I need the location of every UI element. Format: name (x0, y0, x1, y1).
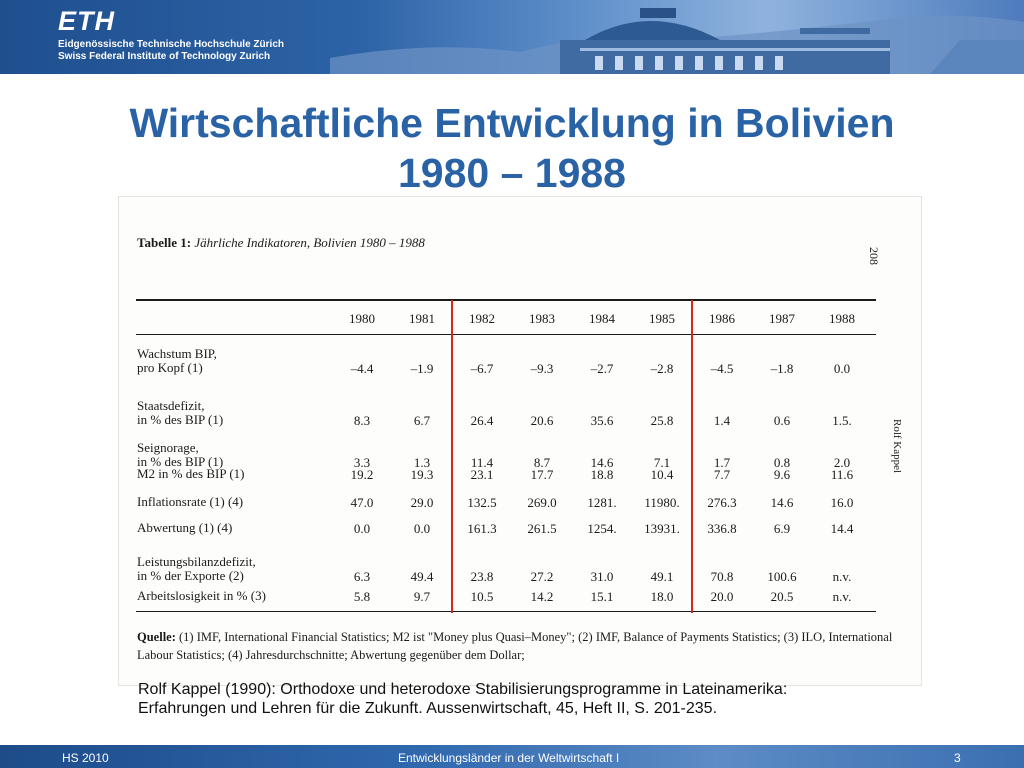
table-cell: 14.6 (770, 495, 794, 510)
table-cell: 19.2 (350, 467, 374, 482)
table-cell: 23.8 (470, 569, 494, 584)
row-label-line2: in % des BIP (1) (137, 454, 224, 469)
side-author: Rolf Kappel (891, 419, 903, 474)
row-label (137, 555, 256, 583)
table-cell: 0.0 (413, 521, 431, 536)
table-cell: 269.0 (527, 495, 557, 510)
table-cell: 11980. (644, 495, 680, 510)
table-cell: 27.2 (530, 569, 554, 584)
table-cell: –1.8 (770, 361, 794, 376)
row-label (137, 347, 217, 375)
table-cell: 132.5 (467, 495, 497, 510)
source-text: (1) IMF, International Financial Statistics; M2 ist "Money plus Quasi–Money"; (2) IMF, Balance of Payments Statistics; (3) ILO, International Labour Statistics; (4) Jahresdurchschnitte; Abwertung gegenüber dem Dollar; (137, 630, 893, 662)
table-cell: 100.6 (767, 569, 797, 584)
row-label-line2: pro Kopf (1) (137, 360, 203, 375)
row-label (137, 441, 223, 469)
table-cell: 10.4 (650, 467, 674, 482)
table-cell: 16.0 (830, 495, 854, 510)
table-source (137, 628, 907, 664)
row-label-line1: Inflationsrate (1) (4) (137, 494, 244, 509)
row-label-line2: in % des BIP (1) (137, 412, 224, 427)
scanned-table (118, 196, 922, 686)
year-header: 1986 (709, 311, 735, 326)
table-cell: 47.0 (350, 495, 374, 510)
table-cell: 7.7 (713, 467, 731, 482)
reference-line1: Rolf Kappel (1990): Orthodoxe und heterodoxe Stabilisierungsprogramme in Lateinamerika: (138, 681, 788, 698)
row-label-line2: in % der Exporte (2) (137, 568, 244, 583)
table-cell: 20.6 (530, 413, 554, 428)
year-header: 1988 (829, 311, 855, 326)
table-cell: 6.3 (353, 569, 371, 584)
header-banner (0, 0, 1024, 74)
eth-logo: ETH (58, 6, 115, 36)
row-label-line1: M2 in % des BIP (1) (137, 466, 245, 481)
table-cell: 0.0 (353, 521, 371, 536)
table-cell: 19.3 (410, 467, 434, 482)
year-header: 1983 (529, 311, 555, 326)
table-cell: 14.2 (530, 589, 554, 604)
table-cell: –9.3 (530, 361, 554, 376)
footer-course: Entwicklungsländer in der Weltwirtschaft I (398, 751, 620, 765)
table-cell: 6.7 (413, 413, 431, 428)
table-cell: –2.7 (590, 361, 614, 376)
table-cell: 49.1 (650, 569, 674, 584)
source-label: Quelle: (137, 630, 176, 644)
table-cell: 11.4 (470, 455, 494, 470)
year-header: 1987 (769, 311, 795, 326)
year-header: 1984 (589, 311, 615, 326)
table-cell: 18.0 (650, 589, 674, 604)
row-label (137, 521, 232, 535)
reference-note (138, 680, 978, 718)
slide-title-line2: 1980 – 1988 (397, 150, 626, 196)
table-cell: 20.0 (710, 589, 734, 604)
table-cell: 26.4 (470, 413, 494, 428)
table-cell: –4.5 (710, 361, 734, 376)
table-cell: 1254. (587, 521, 617, 536)
row-label (137, 467, 245, 481)
footer-page-number: 3 (954, 751, 961, 765)
table-cell: 1.5. (832, 413, 852, 428)
footer-bar (0, 745, 1024, 768)
table-cell: n.v. (832, 589, 852, 604)
row-label-line1: Arbeitslosigkeit in % (3) (137, 588, 266, 603)
table-rule-top (136, 299, 876, 301)
table-caption-label: Tabelle 1: (137, 235, 192, 250)
table-cell: 20.5 (770, 589, 794, 604)
table-cell: 18.8 (590, 467, 614, 482)
table-cell: 13931. (644, 521, 680, 536)
period-divider-1 (451, 300, 453, 613)
row-label-line1: Wachstum BIP, (137, 346, 217, 361)
table-cell: –6.7 (470, 361, 494, 376)
row-label (137, 399, 223, 427)
row-label-line1: Leistungsbilanzdefizit, (137, 554, 256, 569)
row-label-line1: Abwertung (1) (4) (137, 520, 233, 535)
table-cell: 8.3 (353, 413, 371, 428)
slide-title (0, 98, 1024, 198)
table-cell: 14.4 (830, 521, 854, 536)
table-cell: 276.3 (707, 495, 737, 510)
table-caption (137, 235, 425, 251)
row-label-line1: Staatsdefizit, (137, 398, 205, 413)
year-header: 1982 (469, 311, 495, 326)
institution-name-en: Swiss Federal Institute of Technology Zurich (58, 51, 271, 62)
table-cell: 15.1 (590, 589, 614, 604)
table-cell: 31.0 (590, 569, 614, 584)
table-cell: 9.7 (413, 589, 431, 604)
table-cell: 1.4 (713, 413, 731, 428)
year-header: 1981 (409, 311, 435, 326)
row-label-line1: Seignorage, (137, 440, 199, 455)
table-cell: 17.7 (530, 467, 554, 482)
table-cell: 0.8 (773, 455, 791, 470)
reference-line2: Erfahrungen und Lehren für die Zukunft. Aussenwirtschaft, 45, Heft II, S. 201-235. (138, 700, 718, 717)
period-divider-2 (691, 300, 693, 613)
year-header: 1980 (349, 311, 375, 326)
table-cell: n.v. (832, 569, 852, 584)
table-cell: 336.8 (707, 521, 737, 536)
table-rule-header (136, 334, 876, 335)
table-cell: 1.7 (713, 455, 731, 470)
table-cell: 6.9 (773, 521, 791, 536)
table-caption-text: Jährliche Indikatoren, Bolivien 1980 – 1988 (194, 235, 425, 250)
page-number: 208 (867, 247, 881, 265)
table-cell: 9.6 (773, 467, 791, 482)
table-cell: 261.5 (527, 521, 557, 536)
year-header: 1985 (649, 311, 675, 326)
row-label (137, 589, 266, 603)
table-cell: 8.7 (533, 455, 551, 470)
table-cell: 5.8 (353, 589, 371, 604)
table-cell: 11.6 (830, 467, 854, 482)
table-cell: 23.1 (470, 467, 494, 482)
table-cell: 14.6 (590, 455, 614, 470)
table-cell: 10.5 (470, 589, 494, 604)
table-cell: 0.6 (773, 413, 791, 428)
table-cell: 25.8 (650, 413, 674, 428)
footer-semester: HS 2010 (62, 751, 109, 765)
table-cell: 49.4 (410, 569, 434, 584)
table-cell: 29.0 (410, 495, 434, 510)
table-cell: 70.8 (710, 569, 734, 584)
table-cell: –1.9 (410, 361, 434, 376)
table-cell: 1281. (587, 495, 617, 510)
table-cell: 7.1 (653, 455, 671, 470)
institution-name-de: Eidgenössische Technische Hochschule Zürich (58, 39, 284, 50)
row-label (137, 495, 243, 509)
table-cell: 2.0 (833, 455, 851, 470)
table-cell: 0.0 (833, 361, 851, 376)
slide-title-line1: Wirtschaftliche Entwicklung in Bolivien (129, 100, 895, 146)
table-cell: 1.3 (413, 455, 431, 470)
table-cell: –4.4 (350, 361, 374, 376)
table-cell: 3.3 (353, 455, 371, 470)
table-cell: 161.3 (467, 521, 497, 536)
table-cell: 35.6 (590, 413, 614, 428)
table-rule-bottom (136, 611, 876, 612)
table-cell: –2.8 (650, 361, 674, 376)
